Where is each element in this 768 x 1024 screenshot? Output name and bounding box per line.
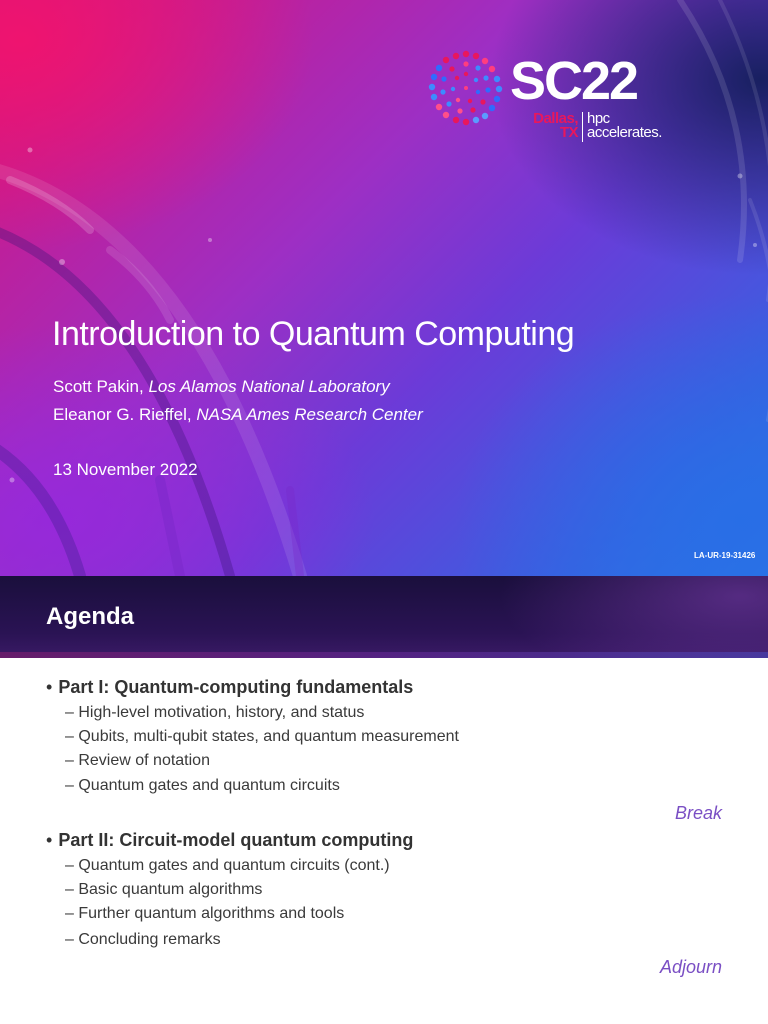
adjourn-marker: Adjourn	[659, 957, 722, 977]
agenda-item: – Quantum gates and quantum circuits	[65, 777, 340, 794]
agenda-item: – High-level motivation, history, and status	[65, 704, 365, 721]
author-line	[53, 404, 423, 426]
logo-divider	[582, 112, 583, 142]
logo-wordmark: SC22	[510, 51, 638, 111]
bullet-icon: •	[46, 677, 53, 697]
agenda-part-heading	[46, 829, 413, 851]
sc22-swirl-icon	[424, 46, 508, 130]
agenda-header	[0, 576, 768, 658]
agenda-part-heading	[46, 676, 413, 698]
logo-city-line1: Dallas,	[533, 110, 578, 127]
agenda-item: – Concluding remarks	[65, 931, 221, 948]
agenda-body	[0, 658, 768, 1024]
agenda-item: – Basic quantum algorithms	[65, 881, 263, 898]
part-label: Part II: Circuit-model quantum computing	[58, 830, 414, 850]
author-affiliation: NASA Ames Research Center	[196, 405, 423, 424]
agenda-item: – Qubits, multi-qubit states, and quantum measurement	[65, 728, 459, 745]
bullet-icon: •	[46, 830, 53, 850]
author-name: Eleanor G. Rieffel,	[53, 405, 197, 424]
logo-city-line2: TX	[559, 124, 578, 141]
slide-title: Introduction to Quantum Computing	[52, 315, 575, 353]
logo-tagline-line2: accelerates.	[587, 124, 662, 141]
agenda-item: – Quantum gates and quantum circuits (cont.)	[65, 857, 390, 874]
author-name: Scott Pakin,	[53, 377, 149, 396]
author-line	[53, 376, 390, 398]
break-marker: Break	[674, 803, 722, 823]
author-affiliation: Los Alamos National Laboratory	[148, 377, 390, 396]
sc22-logo	[424, 42, 684, 154]
agenda-title: Agenda	[46, 603, 135, 630]
logo-tagline-line1: hpc	[587, 110, 610, 127]
part-label: Part I: Quantum-computing fundamentals	[58, 677, 414, 697]
agenda-item: – Further quantum algorithms and tools	[65, 905, 345, 922]
logo-tagline	[587, 112, 662, 140]
agenda-item: – Review of notation	[65, 752, 210, 769]
presentation-date: 13 November 2022	[53, 460, 198, 479]
document-id: LA-UR-19-31426	[694, 551, 756, 560]
logo-city	[528, 112, 578, 140]
